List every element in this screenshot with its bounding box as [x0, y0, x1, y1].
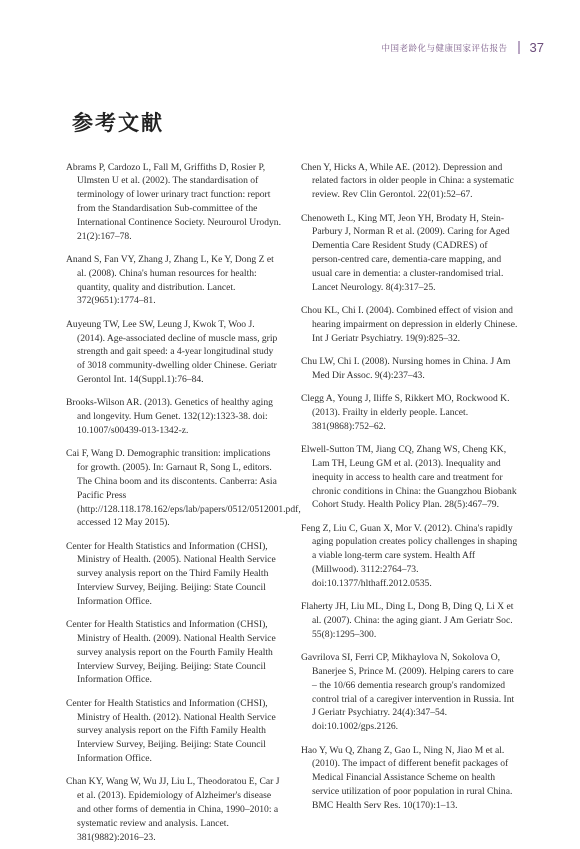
reference-column-left	[66, 151, 301, 849]
reference-item: Clegg A, Young J, Iliffe S, Rikkert MO, Rockwood K. (2013). Frailty in elderly people. Lancet. 381(9868):752–62.	[301, 393, 510, 432]
reference-item: Chen Y, Hicks A, While AE. (2012). Depression and related factors in older people in China: a systematic review. Rev Clin Gerontol. 22(01):52–67.	[301, 161, 514, 201]
reference-item: Abrams P, Cardozo L, Fall M, Griffiths D, Rosier P, Ulmsten U et al. (2002). The standardisation of terminology of lower urinary tract function: report from the Standardisation Sub-committee of the International Continence Society. Neurourol Urodyn. 21(2):167–78.	[66, 161, 281, 242]
reference-item: Center for Health Statistics and Information (CHSI), Ministry of Health. (2005). National Health Service survey analysis report on the Third Family Health Interview Survey, Beijing. Beijing: State Council Information Office.	[66, 540, 276, 607]
reference-item: Feng Z, Liu C, Guan X, Mor V. (2012). China's rapidly aging population creates policy challenges in shaping a viable long-term care system. Health Aff (Millwood). 3112:2764–73. doi:10.1377/hlthaff.2012.0535.	[301, 522, 518, 589]
page-number: 37	[529, 40, 544, 55]
reference-item: Chou KL, Chi I. (2004). Combined effect of vision and hearing impairment on depression in elderly Chinese. Int J Geriatr Psychiatry. 19(9):825–32.	[301, 304, 518, 344]
report-title: 中国老龄化与健康国家评估报告	[381, 43, 508, 54]
reference-item: Brooks-Wilson AR. (2013). Genetics of healthy aging and longevity. Hum Genet. 132(12):1323-38. doi: 10.1007/s00439-013-1342-z.	[66, 397, 273, 436]
reference-item: Chan KY, Wang W, Wu JJ, Liu L, Theodoratou E, Car J et al. (2013). Epidemiology of Alzheimer's disease and other forms of dementia in China, 1990–2010: a systematic review and analysis. Lancet. 381(9882):2016–23.	[66, 776, 280, 843]
header-divider	[518, 41, 520, 54]
page-header	[382, 40, 544, 55]
reference-item: Center for Health Statistics and Information (CHSI), Ministry of Health. (2012). National Health Service survey analysis report on the Fifth Family Health Interview Survey, Beijing. Beijing: State Council Information Office.	[66, 697, 276, 765]
reference-item: Anand S, Fan VY, Zhang J, Zhang L, Ke Y, Dong Z et al. (2008). China's human resources for health: quantity, quality and distribution. Lancet. 372(9651):1774–81.	[66, 253, 274, 307]
reference-item: Hao Y, Wu Q, Zhang Z, Gao L, Ning N, Jiao M et al. (2010). The impact of different benefit packages of Medical Financial Assistance Scheme on health service utilization of poor population in rural China. BMC Health Serv Res. 10(170):1–13.	[301, 744, 513, 811]
reference-item: Chenoweth L, King MT, Jeon YH, Brodaty H, Stein-Parbury J, Norman R et al. (2009). Caring for Aged Dementia Care Resident Study (CADRES) of person-centred care, dementia-care mapping, and usual care in dementia: a cluster-randomised trial. Lancet Neurology. 8(4):317–25.	[301, 212, 510, 293]
reference-item: Elwell-Sutton TM, Jiang CQ, Zhang WS, Cheng KK, Lam TH, Leung GM et al. (2013). Inequality and inequity in access to health care and treatment for chronic conditions in China: the Guangzhou Biobank Cohort Study. Health Policy Plan. 28(5):467–79.	[301, 444, 517, 511]
reference-list	[66, 151, 518, 849]
reference-column-right	[301, 151, 518, 849]
section-title: 参考文献	[72, 111, 164, 135]
reference-item: Flaherty JH, Liu ML, Ding L, Dong B, Ding Q, Li X et al. (2007). China: the aging giant. J Am Geriatr Soc. 55(8):1295–300.	[301, 601, 514, 640]
reference-item: Auyeung TW, Lee SW, Leung J, Kwok T, Woo J. (2014). Age-associated decline of muscle mass, grip strength and gait speed: a 4-year longitudinal study of 3018 community-dwelling older Chinese. Geriatr Gerontol Int. 14(Suppl.1):76–84.	[66, 318, 278, 385]
reference-item: Chu LW, Chi I. (2008). Nursing homes in China. J Am Med Dir Assoc. 9(4):237–43.	[301, 355, 511, 381]
reference-item: Center for Health Statistics and Information (CHSI), Ministry of Health. (2009). National Health Service survey analysis report on the Fourth Family Health Interview Survey, Beijing. Beijing: State Council Information Office.	[66, 619, 276, 686]
reference-item: Gavrilova SI, Ferri CP, Mikhaylova N, Sokolova O, Banerjee S, Prince M. (2009). Helping carers to care – the 10/66 dementia research group's randomized control trial of a caregiver intervention in Russia. Int J Geriatr Psychiatry. 24(4):347–54. doi:10.1002/gps.2126.	[301, 652, 515, 733]
reference-item: Cai F, Wang D. Demographic transition: implications for growth. (2005). In: Garnaut R, Song L, editors. The China boom and its discontents. Canberra: Asia Pacific Press (http://128.118.178.162/eps/lab/papers/0512/0512001.pdf, accessed 12 May 2015).	[66, 448, 301, 529]
